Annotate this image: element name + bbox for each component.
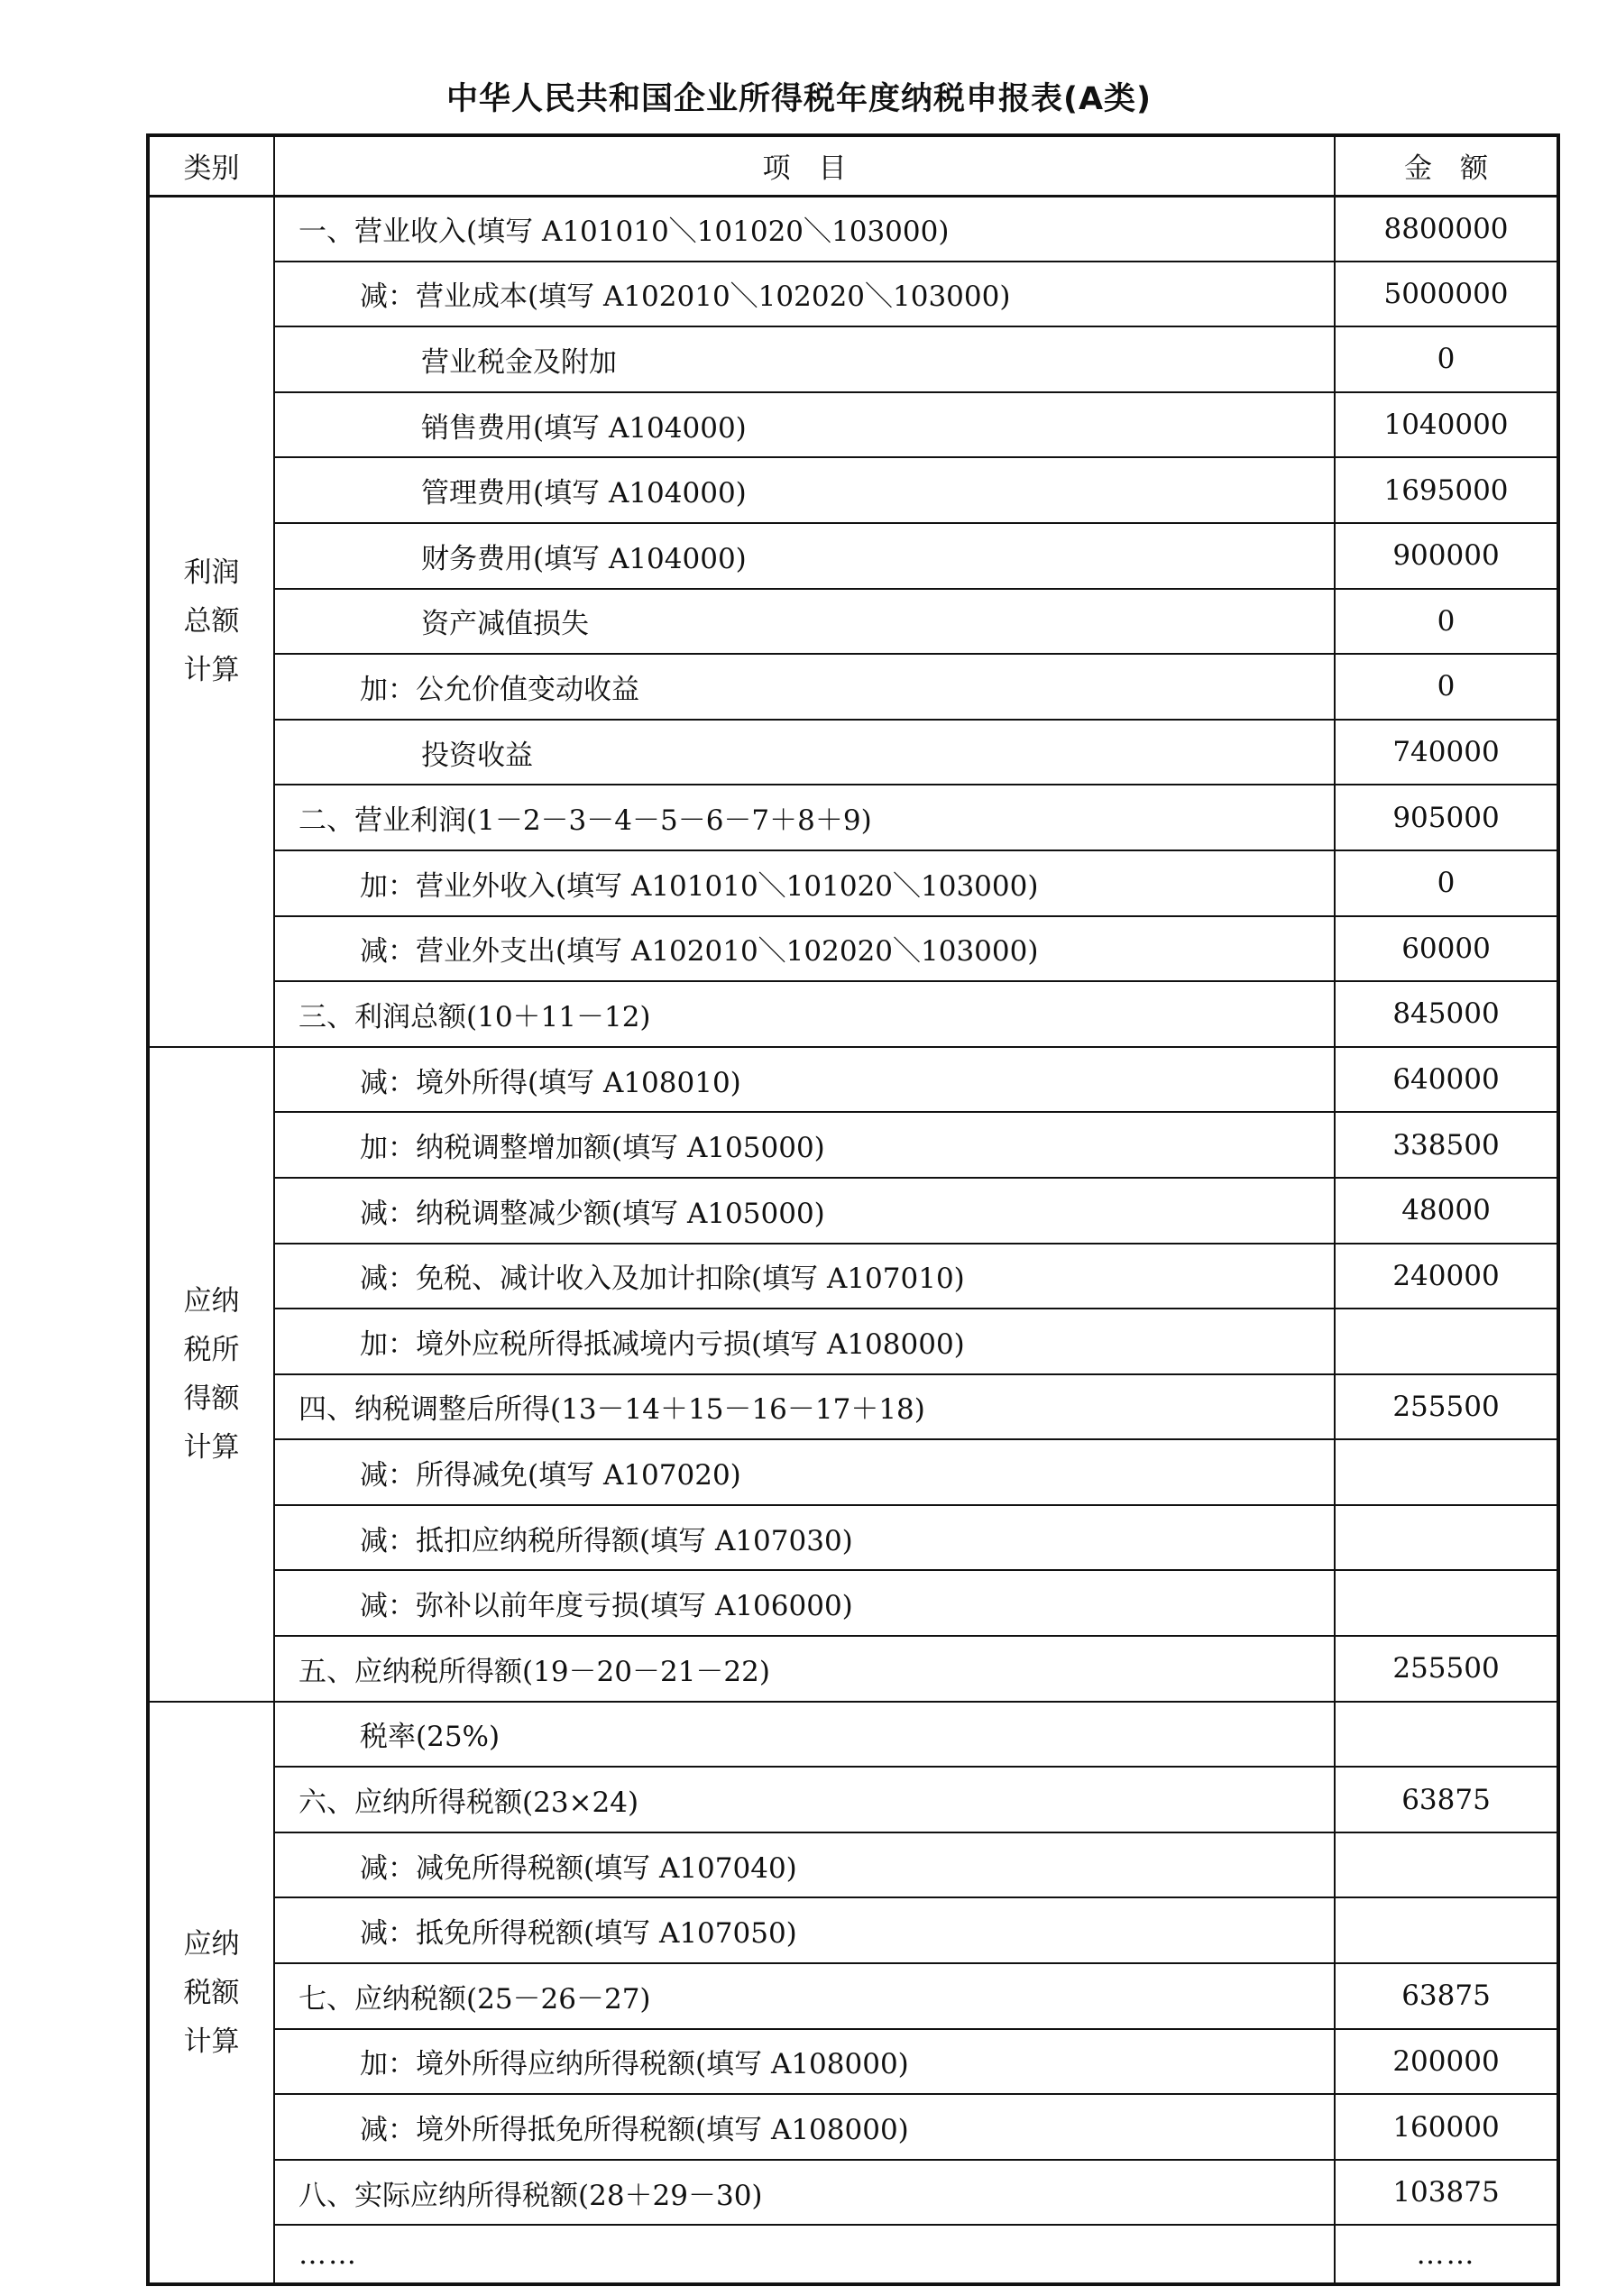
row-amount: 160000 bbox=[1335, 2094, 1558, 2160]
table-row bbox=[148, 1309, 1558, 1374]
row-label: 减：弥补以前年度亏损(填写 A106000) bbox=[274, 1570, 1335, 1636]
table-row bbox=[148, 262, 1558, 327]
row-amount: 5000000 bbox=[1335, 262, 1558, 327]
row-label: 减：减免所得税额(填写 A107040) bbox=[274, 1832, 1335, 1898]
table-row bbox=[148, 785, 1558, 850]
row-label: 加：营业外收入(填写 A101010＼101020＼103000) bbox=[274, 850, 1335, 916]
row-amount bbox=[1335, 1570, 1558, 1636]
category-profit-total bbox=[148, 196, 274, 1047]
row-label: 加：境外所得应纳所得税额(填写 A108000) bbox=[274, 2029, 1335, 2095]
row-amount bbox=[1335, 1702, 1558, 1768]
row-amount bbox=[1335, 1897, 1558, 1963]
row-amount: …… bbox=[1335, 2225, 1558, 2284]
category-line: 计算 bbox=[183, 2025, 240, 2058]
row-label: 减：免税、减计收入及加计扣除(填写 A107010) bbox=[274, 1244, 1335, 1309]
table-row bbox=[148, 1570, 1558, 1636]
table-row bbox=[148, 2225, 1558, 2284]
row-amount: 1040000 bbox=[1335, 392, 1558, 458]
category-line: 税所 bbox=[183, 1333, 240, 1366]
table-row bbox=[148, 1636, 1558, 1702]
row-amount bbox=[1335, 1832, 1558, 1898]
table-row bbox=[148, 589, 1558, 655]
category-line: 计算 bbox=[183, 654, 240, 687]
row-amount: 48000 bbox=[1335, 1178, 1558, 1244]
table-row bbox=[148, 916, 1558, 982]
category-line: 税额 bbox=[183, 1976, 240, 2009]
table-header-row bbox=[148, 135, 1558, 196]
table-row bbox=[148, 2094, 1558, 2160]
row-label: 四、纳税调整后所得(13－14＋15－16－17＋18) bbox=[274, 1374, 1335, 1440]
row-amount: 63875 bbox=[1335, 1767, 1558, 1832]
table-row bbox=[148, 1505, 1558, 1571]
table-row bbox=[148, 850, 1558, 916]
row-amount bbox=[1335, 1505, 1558, 1571]
row-amount: 240000 bbox=[1335, 1244, 1558, 1309]
row-amount: 200000 bbox=[1335, 2029, 1558, 2095]
row-amount: 255500 bbox=[1335, 1636, 1558, 1702]
row-amount: 0 bbox=[1335, 850, 1558, 916]
table-row bbox=[148, 654, 1558, 720]
row-amount: 845000 bbox=[1335, 981, 1558, 1047]
row-label: 六、应纳所得税额(23×24) bbox=[274, 1767, 1335, 1832]
table-row bbox=[148, 1897, 1558, 1963]
table-row bbox=[148, 720, 1558, 785]
row-amount: 8800000 bbox=[1335, 196, 1558, 262]
row-amount: 63875 bbox=[1335, 1963, 1558, 2029]
row-amount: 255500 bbox=[1335, 1374, 1558, 1440]
category-line: 应纳 bbox=[183, 1284, 240, 1318]
row-label: 加：纳税调整增加额(填写 A105000) bbox=[274, 1112, 1335, 1178]
row-amount: 60000 bbox=[1335, 916, 1558, 982]
row-label: 二、营业利润(1－2－3－4－5－6－7＋8＋9) bbox=[274, 785, 1335, 850]
table-row bbox=[148, 2029, 1558, 2095]
row-label: 一、营业收入(填写 A101010＼101020＼103000) bbox=[274, 196, 1335, 262]
row-amount: 900000 bbox=[1335, 523, 1558, 589]
row-label: 加：公允价值变动收益 bbox=[274, 654, 1335, 720]
row-amount: 103875 bbox=[1335, 2160, 1558, 2226]
category-line: 利润 bbox=[183, 556, 240, 590]
row-amount: 905000 bbox=[1335, 785, 1558, 850]
header-item: 项 目 bbox=[274, 135, 1335, 196]
row-amount bbox=[1335, 1309, 1558, 1374]
table-row bbox=[148, 523, 1558, 589]
table-row bbox=[148, 1047, 1558, 1113]
table-row bbox=[148, 981, 1558, 1047]
category-line: 应纳 bbox=[183, 1927, 240, 1961]
row-amount bbox=[1335, 1439, 1558, 1505]
row-label: 八、实际应纳所得税额(28＋29－30) bbox=[274, 2160, 1335, 2226]
category-tax-payable bbox=[148, 1702, 274, 2285]
table-row bbox=[148, 1767, 1558, 1832]
table-row bbox=[148, 2160, 1558, 2226]
row-label: 减：抵扣应纳税所得额(填写 A107030) bbox=[274, 1505, 1335, 1571]
table-row bbox=[148, 1832, 1558, 1898]
table-row bbox=[148, 1702, 1558, 1768]
row-label: 减：所得减免(填写 A107020) bbox=[274, 1439, 1335, 1505]
table-row bbox=[148, 457, 1558, 523]
row-amount: 0 bbox=[1335, 654, 1558, 720]
row-label: 加：境外应税所得抵减境内亏损(填写 A108000) bbox=[274, 1309, 1335, 1374]
row-label: 五、应纳税所得额(19－20－21－22) bbox=[274, 1636, 1335, 1702]
row-amount: 740000 bbox=[1335, 720, 1558, 785]
category-line: 计算 bbox=[183, 1430, 240, 1464]
table-row bbox=[148, 1178, 1558, 1244]
category-line: 得额 bbox=[183, 1382, 240, 1415]
table-row bbox=[148, 1963, 1558, 2029]
row-label: 投资收益 bbox=[274, 720, 1335, 785]
row-label: 三、利润总额(10＋11－12) bbox=[274, 981, 1335, 1047]
row-label: 营业税金及附加 bbox=[274, 326, 1335, 392]
tax-return-table bbox=[146, 133, 1560, 2286]
row-label: 七、应纳税额(25－26－27) bbox=[274, 1963, 1335, 2029]
row-amount: 640000 bbox=[1335, 1047, 1558, 1113]
row-label: 减：纳税调整减少额(填写 A105000) bbox=[274, 1178, 1335, 1244]
row-label: 管理费用(填写 A104000) bbox=[274, 457, 1335, 523]
table-row bbox=[148, 1244, 1558, 1309]
form-title: 中华人民共和国企业所得税年度纳税申报表(A类) bbox=[445, 81, 1153, 117]
category-taxable-income bbox=[148, 1047, 274, 1702]
row-label: 减：营业成本(填写 A102010＼102020＼103000) bbox=[274, 262, 1335, 327]
row-label: 销售费用(填写 A104000) bbox=[274, 392, 1335, 458]
row-label: 财务费用(填写 A104000) bbox=[274, 523, 1335, 589]
header-category: 类别 bbox=[148, 135, 274, 196]
category-line: 总额 bbox=[183, 605, 240, 638]
header-amount: 金 额 bbox=[1335, 135, 1558, 196]
row-amount: 0 bbox=[1335, 326, 1558, 392]
row-label: 减：营业外支出(填写 A102010＼102020＼103000) bbox=[274, 916, 1335, 982]
table-row bbox=[148, 196, 1558, 262]
row-label: 减：抵免所得税额(填写 A107050) bbox=[274, 1897, 1335, 1963]
row-label: 税率(25%) bbox=[274, 1702, 1335, 1768]
table-row bbox=[148, 1112, 1558, 1178]
table-row bbox=[148, 1374, 1558, 1440]
row-amount: 1695000 bbox=[1335, 457, 1558, 523]
row-label: 减：境外所得抵免所得税额(填写 A108000) bbox=[274, 2094, 1335, 2160]
table-row bbox=[148, 326, 1558, 392]
row-amount: 0 bbox=[1335, 589, 1558, 655]
row-label: 减：境外所得(填写 A108010) bbox=[274, 1047, 1335, 1113]
row-label: …… bbox=[274, 2225, 1335, 2284]
table-row bbox=[148, 1439, 1558, 1505]
table-row bbox=[148, 392, 1558, 458]
row-label: 资产减值损失 bbox=[274, 589, 1335, 655]
row-amount: 338500 bbox=[1335, 1112, 1558, 1178]
